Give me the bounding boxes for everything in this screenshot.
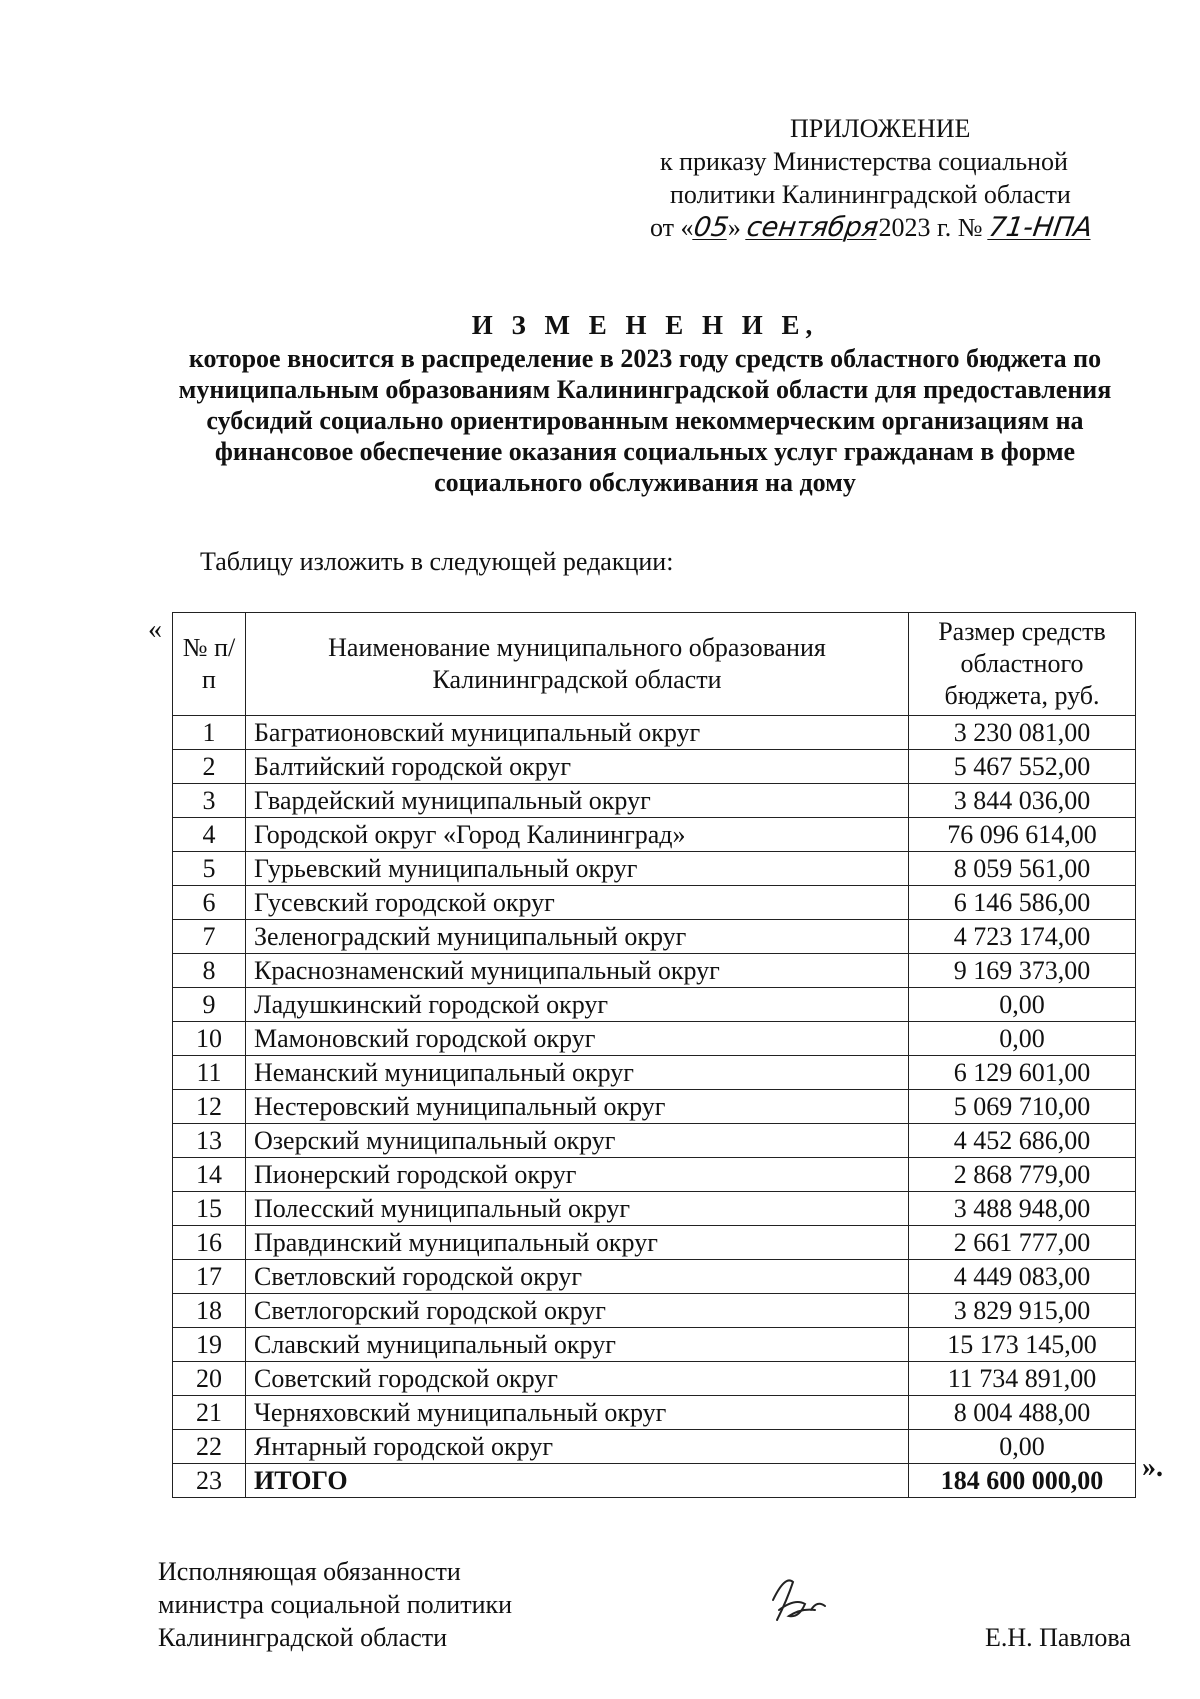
table-row: [173, 1226, 1136, 1260]
cell-num: 6: [173, 886, 246, 920]
cell-amount: 4 449 083,00: [909, 1260, 1136, 1294]
cell-name: Правдинский муниципальный округ: [246, 1226, 909, 1260]
cell-amount: 3 829 915,00: [909, 1294, 1136, 1328]
appendix-block: [600, 112, 1160, 244]
cell-name: Краснознаменский муниципальный округ: [246, 954, 909, 988]
document-heading: [150, 310, 1140, 498]
cell-name: Светловский городской округ: [246, 1260, 909, 1294]
cell-amount: 2 868 779,00: [909, 1158, 1136, 1192]
cell-num: 9: [173, 988, 246, 1022]
appendix-line-order: к приказу Министерства социальной: [660, 147, 1068, 176]
header-name: Наименование муниципального образования Калининградской области: [246, 613, 909, 716]
cell-amount: 4 723 174,00: [909, 920, 1136, 954]
cell-num: 4: [173, 818, 246, 852]
cell-amount: 15 173 145,00: [909, 1328, 1136, 1362]
cell-amount: 76 096 614,00: [909, 818, 1136, 852]
cell-name: Янтарный городской округ: [246, 1430, 909, 1464]
cell-name: Гвардейский муниципальный округ: [246, 784, 909, 818]
cell-name: Нестеровский муниципальный округ: [246, 1090, 909, 1124]
cell-name: Зеленоградский муниципальный округ: [246, 920, 909, 954]
table-row: [173, 1362, 1136, 1396]
header-num: № п/п: [173, 613, 246, 716]
table-row: [173, 1124, 1136, 1158]
table-row: [173, 1090, 1136, 1124]
cell-amount: 0,00: [909, 988, 1136, 1022]
date-year: 2023 г. №: [878, 213, 983, 242]
cell-amount: 0,00: [909, 1022, 1136, 1056]
table-row: [173, 852, 1136, 886]
cell-name: Балтийский городской округ: [246, 750, 909, 784]
appendix-line-ministry: политики Калининградской области: [670, 180, 1071, 209]
handwritten-day: 05: [691, 212, 731, 243]
cell-num: 14: [173, 1158, 246, 1192]
cell-num: 23: [173, 1464, 246, 1498]
cell-num: 19: [173, 1328, 246, 1362]
cell-amount: 6 146 586,00: [909, 886, 1136, 920]
table-row: [173, 886, 1136, 920]
cell-amount: 3 230 081,00: [909, 716, 1136, 750]
appendix-date-line: [600, 211, 1160, 244]
heading-text: которое вносится в распределение в 2023 году средств областного бюджета по муниципальным образованиям Калининградской области для предоставления субсидий социально ориентированным некоммерческим организациям на финансовое обеспечение оказания социальных услуг гражданам в форме социального обслуживания на дому: [178, 344, 1112, 497]
table-row: [173, 1430, 1136, 1464]
table-row: [173, 1192, 1136, 1226]
cell-amount: 0,00: [909, 1430, 1136, 1464]
table-row: [173, 920, 1136, 954]
cell-name: Советский городской округ: [246, 1362, 909, 1396]
cell-name: Черняховский муниципальный округ: [246, 1396, 909, 1430]
cell-num: 2: [173, 750, 246, 784]
cell-amount: 9 169 373,00: [909, 954, 1136, 988]
distribution-table: [172, 612, 1136, 1498]
cell-num: 10: [173, 1022, 246, 1056]
table-row: [173, 1022, 1136, 1056]
signer-line-1: Исполняющая обязанности: [158, 1557, 461, 1586]
header-amount: Размер средств областного бюджета, руб.: [909, 613, 1136, 716]
cell-name: Городской округ «Город Калининград»: [246, 818, 909, 852]
cell-num: 12: [173, 1090, 246, 1124]
cell-num: 17: [173, 1260, 246, 1294]
table-row: [173, 750, 1136, 784]
cell-name: Мамоновский городской округ: [246, 1022, 909, 1056]
cell-name: Пионерский городской округ: [246, 1158, 909, 1192]
signature-icon: [765, 1570, 835, 1630]
cell-name: Славский муниципальный округ: [246, 1328, 909, 1362]
table-row: [173, 1396, 1136, 1430]
cell-num: 5: [173, 852, 246, 886]
table-row: [173, 988, 1136, 1022]
cell-name: Полесский муниципальный округ: [246, 1192, 909, 1226]
table-row: [173, 818, 1136, 852]
table-row-total: [173, 1464, 1136, 1498]
intro-text: Таблицу изложить в следующей редакции:: [200, 547, 674, 576]
table-row: [173, 784, 1136, 818]
table-row: [173, 954, 1136, 988]
cell-num: 20: [173, 1362, 246, 1396]
appendix-title: ПРИЛОЖЕНИЕ: [790, 114, 971, 143]
cell-amount: 2 661 777,00: [909, 1226, 1136, 1260]
quote-close: ».: [1142, 1452, 1163, 1483]
cell-amount: 3 844 036,00: [909, 784, 1136, 818]
signer-line-2: министра социальной политики: [158, 1590, 513, 1619]
signer-line-3: Калининградской области: [158, 1623, 448, 1652]
cell-num: 8: [173, 954, 246, 988]
table-row: [173, 1294, 1136, 1328]
cell-amount: 8 004 488,00: [909, 1396, 1136, 1430]
cell-name: ИТОГО: [246, 1464, 909, 1498]
date-prefix: от «: [650, 213, 694, 242]
signer-name: Е.Н. Павлова: [985, 1623, 1131, 1652]
cell-amount: 3 488 948,00: [909, 1192, 1136, 1226]
cell-num: 21: [173, 1396, 246, 1430]
heading-title: И З М Е Н Е Н И Е,: [471, 310, 819, 340]
cell-name: Гусевский городской округ: [246, 886, 909, 920]
cell-amount: 5 467 552,00: [909, 750, 1136, 784]
handwritten-month: сентября: [745, 212, 881, 243]
table-row: [173, 1056, 1136, 1090]
cell-amount: 8 059 561,00: [909, 852, 1136, 886]
cell-name: Багратионовский муниципальный округ: [246, 716, 909, 750]
cell-num: 13: [173, 1124, 246, 1158]
cell-num: 22: [173, 1430, 246, 1464]
cell-name: Озерский муниципальный округ: [246, 1124, 909, 1158]
cell-name: Неманский муниципальный округ: [246, 1056, 909, 1090]
cell-amount: 6 129 601,00: [909, 1056, 1136, 1090]
cell-num: 3: [173, 784, 246, 818]
cell-num: 15: [173, 1192, 246, 1226]
signer-title: [158, 1555, 512, 1654]
table-row: [173, 1328, 1136, 1362]
quote-open: «: [148, 614, 162, 645]
date-mid: »: [727, 213, 741, 242]
cell-name: Ладушкинский городской округ: [246, 988, 909, 1022]
cell-name: Гурьевский муниципальный округ: [246, 852, 909, 886]
cell-name: Светлогорский городской округ: [246, 1294, 909, 1328]
cell-num: 11: [173, 1056, 246, 1090]
cell-amount: 11 734 891,00: [909, 1362, 1136, 1396]
table-row: [173, 1260, 1136, 1294]
handwritten-number: 71-НПА: [986, 212, 1095, 243]
cell-num: 18: [173, 1294, 246, 1328]
cell-num: 1: [173, 716, 246, 750]
table-row: [173, 716, 1136, 750]
cell-amount: 4 452 686,00: [909, 1124, 1136, 1158]
cell-num: 7: [173, 920, 246, 954]
cell-num: 16: [173, 1226, 246, 1260]
signature-image: [765, 1570, 835, 1635]
cell-amount: 5 069 710,00: [909, 1090, 1136, 1124]
table-header-row: [173, 613, 1136, 716]
table-row: [173, 1158, 1136, 1192]
cell-amount: 184 600 000,00: [909, 1464, 1136, 1498]
